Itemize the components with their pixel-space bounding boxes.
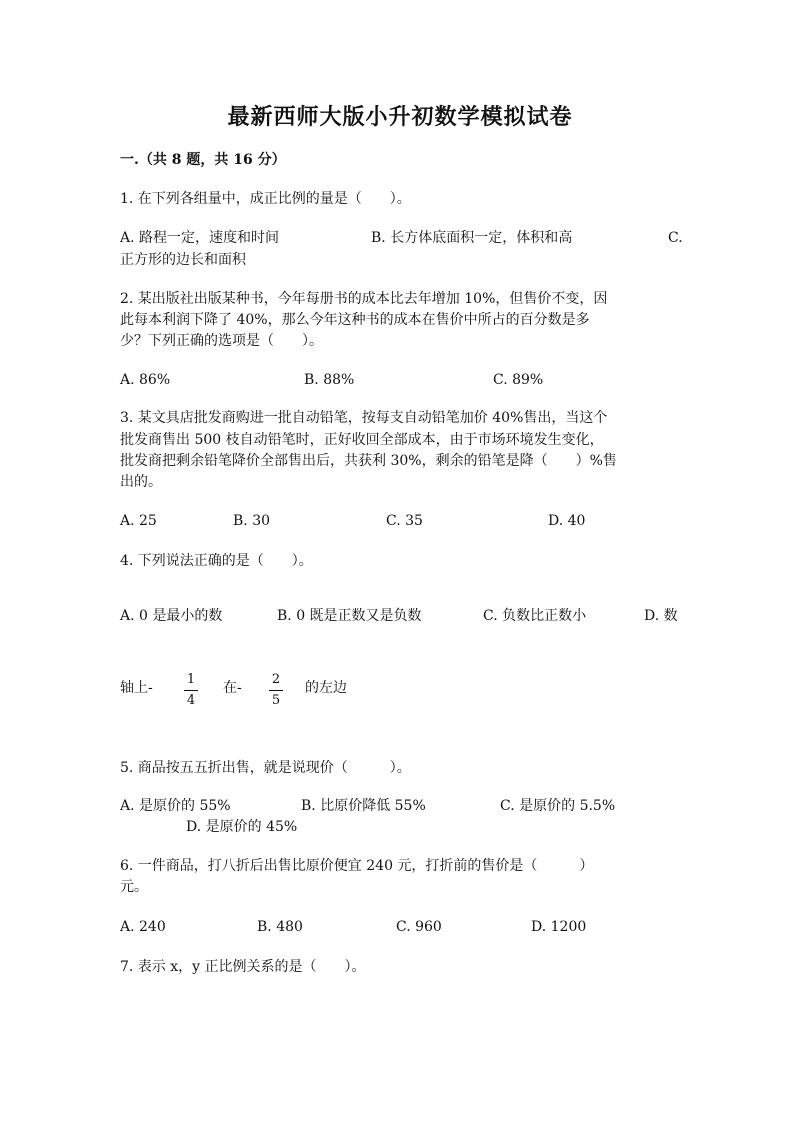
question-1-stem: 1. 在下列各组量中，成正比例的量是（ ）。: [120, 191, 411, 207]
question-3-option-c: C. 35: [386, 513, 423, 529]
question-4-option-d: D. 数: [644, 608, 678, 624]
question-3-option-b: B. 30: [233, 513, 271, 529]
question-2-line-2: 此每本利润下降了 40%，那么今年这种书的成本在售价中所占的百分数是多: [120, 312, 590, 328]
question-1-option-a: A. 路程一定，速度和时间: [120, 230, 280, 246]
question-5-option-c: C. 是原价的 5.5%: [500, 798, 616, 814]
fraction-numerator: 2: [271, 672, 281, 687]
question-2-option-b: B. 88%: [304, 372, 355, 388]
fraction-numerator: 1: [186, 672, 196, 687]
question-4-option-c: C. 负数比正数小: [483, 608, 587, 624]
question-3-line-3: 批发商把剩余铅笔降价全部售出后，共获利 30%，剩余的铅笔是降（ ）%售: [120, 453, 617, 469]
question-6-line-1: 6. 一件商品，打八折后出售比原价便宜 240 元，打折前的售价是（ ）: [120, 858, 594, 874]
question-3-line-1: 3. 某文具店批发商购进一批自动铅笔，按每支自动铅笔加价 40%售出，当这个: [120, 410, 608, 426]
section-header: 一.（共 8 题，共 16 分）: [120, 152, 286, 168]
fraction-bar: [269, 690, 283, 691]
question-3-option-a: A. 25: [120, 513, 157, 529]
question-1-option-c-label: C.: [668, 230, 683, 246]
question-4-option-a: A. 0 是最小的数: [120, 608, 223, 624]
question-1-option-c: 正方形的边长和面积: [120, 252, 246, 268]
fraction-one-quarter: [184, 672, 198, 709]
question-6-option-d: D. 1200: [531, 919, 587, 935]
fraction-denominator: 4: [186, 693, 196, 708]
fraction-bar: [184, 690, 198, 691]
question-5-option-d: D. 是原价的 45%: [186, 819, 298, 835]
question-7-stem: 7. 表示 x，y 正比例关系的是（ ）。: [120, 959, 366, 975]
question-2-option-a: A. 86%: [120, 372, 171, 388]
question-6-option-c: C. 960: [396, 919, 442, 935]
question-5-stem: 5. 商品按五五折出售，就是说现价（ ）。: [120, 760, 411, 776]
question-4-option-d-part-3: 的左边: [305, 680, 347, 696]
question-1-option-b: B. 长方体底面积一定，体积和高: [371, 230, 573, 246]
question-3-line-2: 批发商售出 500 枝自动铅笔时，正好收回全部成本，由于市场环境发生变化，: [120, 432, 604, 448]
question-5-option-b: B. 比原价降低 55%: [301, 798, 426, 814]
question-4-option-b: B. 0 既是正数又是负数: [277, 608, 422, 624]
page-title: 最新西师大版小升初数学模拟试卷: [227, 104, 573, 130]
question-2-line-3: 少？下列正确的选项是（ ）。: [120, 333, 323, 349]
fraction-denominator: 5: [271, 693, 281, 708]
question-4-option-d-part-1: 轴上-: [120, 680, 153, 696]
question-6-option-a: A. 240: [120, 919, 166, 935]
question-5-option-a: A. 是原价的 55%: [120, 798, 231, 814]
question-3-line-4: 出的。: [120, 474, 162, 490]
question-6-option-b: B. 480: [257, 919, 303, 935]
question-2-option-c: C. 89%: [493, 372, 544, 388]
question-2-line-1: 2. 某出版社出版某种书，今年每册书的成本比去年增加 10%，但售价不变，因: [120, 291, 608, 307]
question-4-stem: 4. 下列说法正确的是（ ）。: [120, 553, 313, 569]
fraction-two-fifths: [269, 672, 283, 709]
question-6-line-2: 元。: [120, 879, 148, 895]
question-4-option-d-part-2: 在-: [223, 680, 242, 696]
question-3-option-d: D. 40: [548, 513, 586, 529]
